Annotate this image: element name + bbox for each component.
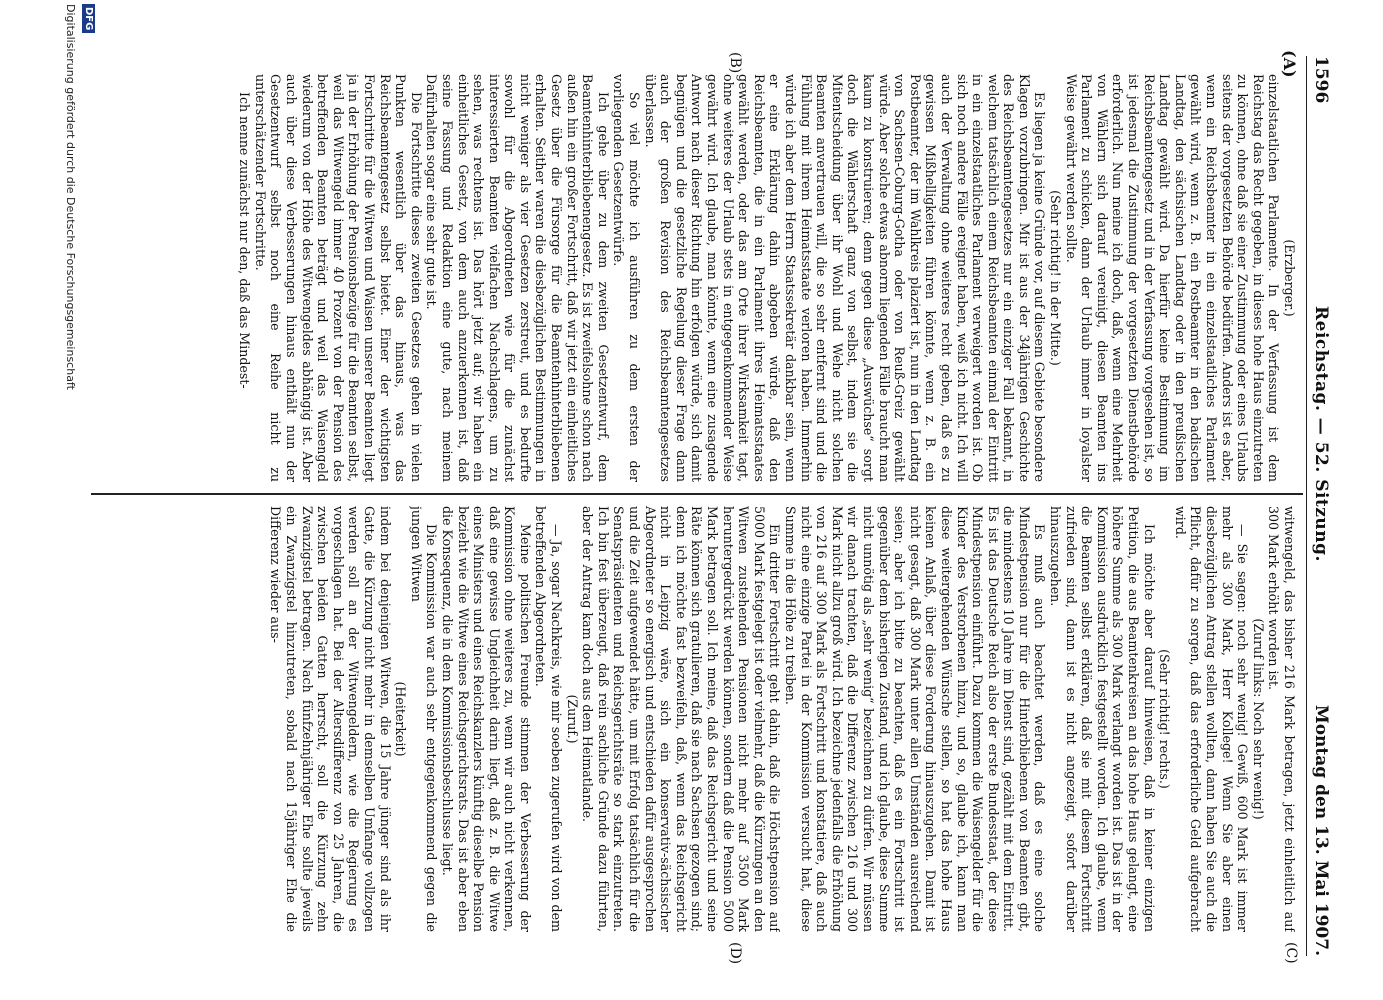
paragraph: Ich möchte aber darauf hinweisen, daß in keiner einzigen Petition, die aus Beamtenkreisen an das hohe Haus gelangt, eine höhere Summe als 300 Mark verlangt worden ist. Das ist in der Kommission ausdrücklich festgestellt worden. Ich glaube, wenn die Beamten selbst erklären, daß sie mit diesem Fortschritt zufrieden sind, dann ist es nicht angezeigt, sofort darüber hinauszugehen. (1048, 506, 1157, 932)
paragraph: — Sie sagen: noch sehr wenig! Gewiß, 600 Mark ist immer mehr als 300 Mark, Herr Kollege! Wenn Sie aber einen diesbezüglichen Antrag stellen wollten, dann haben Sie auch die Pflicht, dafür zu sorgen, daß das erforderliche Geld aufgebracht wird. (1172, 506, 1251, 932)
paragraph: Es muß auch beachtet werden, daß es eine solche Mindestpension nur für die Hinterbliebenen von Beamten gibt, die mindestens 10 Jahre im Dienst sind, gezählt mit dem Eintritt. Es ist das Deutsche Reich also der erste Bundesstaat, der diese Mindestpension einführt. Dazu kommen die Waisengelder für die Kinder des Verstorbenen hinzu, und so, glaube ich, kann man diese weitergehenden Wünsche stellen, so hat das hohe Haus keinen Anlaß, über diese Forderung hinauszugehen. Damit ist nicht gesagt, daß 300 Mark unter allen Umständen ausreichend seien; aber ich bitte zu beachten, daß es ein Fortschritt ist gegenüber dem bisherigen Zustand, und ich glaube, diese Summe nicht unnötig als „sehr wenig“ bezeichnen zu dürfen. Wir müssen wir danach trachten, daß die Differenz zwischen 216 und 300 Mark nicht allzu groß wird. Ich bezeichne jedenfalls die Erhöhung von 216 auf 300 Mark als Fortschritt und konstatiere, daß auch nicht eine einzige Partei in der Kommission versucht hat, diese Summe in die Höhe zu treiben. (783, 506, 1048, 932)
column-divider (91, 493, 1303, 495)
paragraph: Ein dritter Fortschritt geht dahin, daß die Höchstpension auf 5000 Mark festgelegt ist oder vielmehr, daß die Kürzungen an den Witwen zustehenden Pensionen nicht mehr auf 3500 Mark heruntergedrückt werden können, sondern daß die Pension 5000 Mark betragen soll. Ich meine, daß das Reichsgericht und seine Räte können sich gratulieren, daß sie nach Sachsen gezogen sind; denn ich möchte fast bezweifeln, daß, wenn das Reichsgericht nicht in Leipzig wäre, sich ein konservativ-sächsischer Abgeordneter so energisch und entschieden dafür ausgesprochen und die Zeit aufgewendet hätte, um mit Erfolg tatsächlich für die Senatspräsidenten und Reichsgerichtsräte so stark einzutreten. Ich bin fest überzeugt, daß rein sachliche Gründe dazu führten, aber der Antrag kam doch aus dem Heimatlande. (580, 506, 783, 932)
header-date: Montag den 13. Mai 1907. (1311, 704, 1331, 956)
margin-marker-c: (C) (1283, 942, 1299, 964)
paragraph: witwengeld, das bisher 216 Mark betragen, jetzt einheitlich auf 300 Mark erhöht worden ist. (1266, 506, 1297, 932)
paragraph: (Sehr richtig! rechts.) (1157, 649, 1173, 789)
page-header (1309, 56, 1331, 956)
paragraph: Die Kommission war auch sehr entgegenkommend gegen die jungen Witwen (408, 506, 440, 932)
left-column (101, 74, 1297, 482)
paragraph: (Erzberger.) (1282, 239, 1297, 317)
right-column (101, 506, 1297, 932)
margin-marker-a: (A) (1280, 50, 1299, 78)
header-rule (1306, 56, 1307, 956)
paragraph: einzelstaatlichen Parlamente. In der Verfassung ist dem Reichstag das Recht gegeben, in dieses hohe Haus einzutreten zu können, ohne daß sie einer Zustimmung oder eines Urlaubs seitens der vorgesetzten Behörde bedürfen. Anders ist es aber, wenn ein Reichsbeamter in ein einzelstaatliches Parlament gewählt wird, wenn z. B. ein Postbeamter in den badischen Landtag, den sächsischen Landtag oder in den preußischen Landtag gewählt wird. Da hierfür keine Bestimmung im Reichsbeamtengesetz und in der Verfassung vorgesehen ist, so ist jedesmal die Zustimmung der vorgesetzten Dienstbehörde erforderlich. Nun meine ich doch, daß, wenn eine Mehrheit von Wählern sich darauf vereinigt, diesen Beamten ins Parlament zu schicken, dann der Urlaub immer in loyalster Weise gewährt werden sollte. (1063, 74, 1282, 482)
paragraph: Es liegen ja keine Gründe vor, auf diesem Gebiete besondere Klagen vorzubringen. Mir ist aus der 34jährigen Geschichte des Reichsbeamtengesetzes nur ein einziger Fall bekannt, in welchem tatsächlich einem Reichsbeamten einmal der Eintritt in ein einzelstaatliches Parlament verweigert worden ist. Ob sich noch andere Fälle ereignet haben, weiß ich nicht. Ich will auch der Verwaltung ohne weiteres recht geben, daß es zu gewissen Mißhelligkeiten führen könnte, wenn z. B. ein Postbeamter, der im Wahlkreis plaziert ist, nun in den Landtag von Sachsen-Coburg-Gotha oder von Reuß-Greiz gewählt würde. Aber solche etwas abnorm liegenden Fälle braucht man kaum zu konstruieren; denn gegen diese „Auswüchse“ sorgt doch die Wählerschaft ganz von selbst, indem sie die Mitentscheidung über ihr Wohl und Wehe nicht solchen Beamten anvertrauen will, die so sehr entfernt sind und die Fühlung mit ihrem Heimatsstaate verloren haben. Immerhin würde ich aber dem Herrn Staatssekretär dankbar sein, wenn er eine Erklärung dahin abgeben würde, daß den Reichsbeamten, die in ein Parlament ihres Heimatsstaates gewählt werden, oder das am Orte ihrer Wirksamkeit tagt, ohne weiteres der Urlaub stets in entgegenkommender Weise gewährt wird. Ich glaube, man könnte, wenn eine zusagende Antwort nach dieser Richtung hin erfolgen würde, sich damit begnügen und die gesetzliche Regelung dieser Frage dann auch der großen Revision des Reichsbeamtengesetzes überlassen. (642, 74, 1048, 482)
paragraph: So viel möchte ich ausführen zu dem ersten der vorliegenden Gesetzentwürfe. (611, 74, 643, 482)
paragraph: — Ja, sogar Nachkreis, wie mir soeben zugerufen wird von dem betreffenden Abgeordneten. (533, 506, 565, 932)
paragraph: (Zuruf links: Noch sehr wenig!) (1250, 618, 1266, 820)
paragraph: (Heiterkeit) (393, 681, 409, 757)
paragraph: (Zuruf.) (564, 694, 580, 744)
paragraph: Ich nenne zunächst nur den, daß das Mindest- (237, 92, 253, 389)
paragraph: indem bei denjenigen Witwen, die 15 Jahre jünger sind als ihr Gatte, die Kürzung nicht mehr in demselben Umfange vollzogen werden soll an der Witwengeldern, wie die Regierung es vorgeschlagen hat. Bei der Altersdifferenz von 25 Jahren, die zwischen beiden Gatten herrscht, soll die Kürzung zehn Zwanzigstel betragen. Nach fünfzehnjähriger Ehe sollte jeweils ein Zwanzigstel hinzutreten, sobald nach 15jähriger Ehe die Differenz wieder aus- (268, 506, 393, 932)
page-footer (53, 0, 94, 1000)
paragraph: Ich gehe über zu dem zweiten Gesetzentwurf, dem Beamtenhinterbliebenengesetz. Es ist zweifelsohne schon nach außen hin ein großer Fortschritt, daß wir jetzt ein einheitliches Gesetz über die Fürsorge für die Beamtenhinterbliebenen erhalten. Seither waren die diesbezüglichen Bestimmungen in nicht weniger als vier Gesetzen zerstreut, und es bedurfte sowohl für die Abgeordneten wie für die zunächst interessierten Beamten vielfachen Nachschlagens, um zu sehen, was rechtens ist. Das hört jetzt auf; wir haben ein einheitliches Gesetz, von dem auch anzuerkennen ist, daß seine Fassung und Redaktion eine gute, nach meinem Dafürhalten sogar eine sehr gute ist. (424, 74, 611, 482)
dfg-logo: DFG (82, 4, 95, 33)
margin-marker-b: (B) (727, 52, 743, 74)
paragraph: Meine politischen Freunde stimmen der Verbesserung der Kommission ohne weiteres zu, wenn wir auch nicht verkennen, daß eine gewisse Ungleichheit darin liegt, daß z. B. die Witwe eines Ministers und eines Reichskanzlers künftig dieselbe Pension bezieht wie die Witwe eines Reichsgerichtsrats. Das ist aber eben die Konsequenz, die in dem Kommissionsbeschlusse liegt. (439, 506, 533, 932)
paragraph: Die Fortschritte dieses zweiten Gesetzes gehen in vielen Punkten wesentlich über das hinaus, was das Reichsbeamtengesetz selbst bietet. Einer der wichtigsten Fortschritte für die Witwen und Waisen unserer Beamten liegt ja in der Erhöhung der Pensionsbezüge für die Beamten selbst, weil das Witwengeld immer 40 Prozent von der Pension des betreffenden Beamten beträgt und weil das Waisengeld wiederum von der Höhe des Witwengeldes abhängig ist. Aber auch über diese Verbesserungen hinaus enthält nun der Gesetzentwurf selbst noch eine Reihe nicht zu unterschätzender Fortschritte. (252, 74, 424, 482)
header-title: Reichstag. — 52. Sitzung. (1311, 306, 1331, 562)
paragraph: (Sehr richtig! in der Mitte.) (1048, 190, 1064, 366)
page-number: 1596 (1311, 56, 1331, 104)
digitization-credit: Digitalisierung gefördert durch die Deutsche Forschungsgemeinschaft (64, 4, 77, 390)
margin-marker-d: (D) (727, 942, 743, 965)
